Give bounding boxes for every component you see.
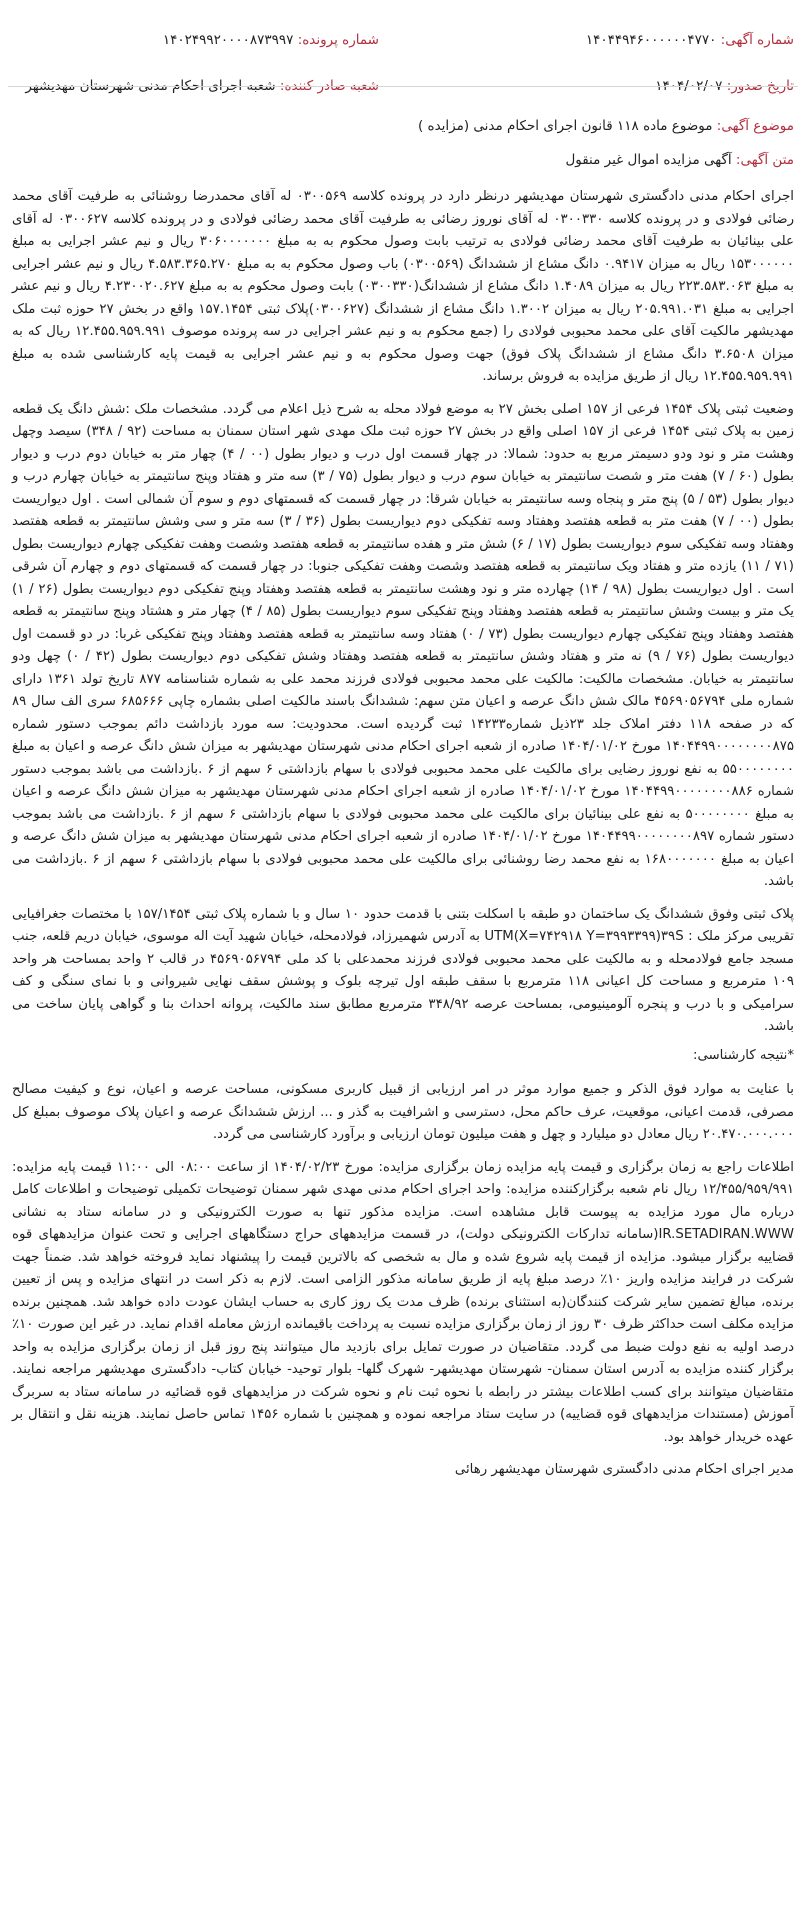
- case-number-value: ۱۴۰۲۴۹۹۲۰۰۰۰۸۷۳۹۹۷: [162, 32, 294, 48]
- property-registration-paragraph: وضعیت ثبتی پلاک ۱۴۵۴ فرعی از ۱۵۷ اصلی بخش ۲۷ به موضع فولاد محله به شرح ذیل اعلام می گردد. مشخصات ملک :شش دانگ یک قطعه زمین به پلاک ثبتی ۱۴۵۴ فرعی از ۱۵۷ اصلی واقع در بخش ۲۷ حوزه ثبت ملک مهدی شهر استان سمنان به مساحت (۹۲ / ۳۴۸) سیصد وچهل وهشت متر و نود ودو دسیمتر مربع به حدود: شمالا: در چهار قسمت اول درب و دیوار بطول (۰۰ / ۴) چهار متر به خیابان دوم درب و دیوار بطول (۶۰ / ۷) هفت متر و شصت سانتیمتر به خیابان سوم درب و دیوار بطول (۷۵ / ۳) سه متر و هفتاد وپنج سانتیمتر به خیابان چهارم درب و دیوار بطول (۵۳ / ۵) پنج متر و پنجاه وسه سانتیمتر به خیابان شرقا: در چهار قسمت که قسمتهای دوم و سوم آن شمالی است . اول دیواریست بطول (۰۰ / ۷) هفت متر به قطعه هفتصد وهفتاد وسه تفکیکی دوم دیواریست بطول (۳۶ / ۳) سه متر و سی وشش سانتیمتر به قطعه هفتصد وهفتاد وسه تفکیکی سوم دیواریست بطول (۱۷ / ۶) شش متر و هفده سانتیمتر به قطعه هفتصد وشصت وهفت تفکیکی چهارم دیواریست بطول (۷۱ / ۱۱) یازده متر و هفتاد ویک سانتیمتر به قطعه هفتصد وشصت وهفت تفکیکی جنوبا: در چهار قسمت که قسمتهای دوم و چهارم آن شرقی است . اول دیواریست بطول (۹۸ / ۱۴) چهارده متر و نود وهشت سانتیمتر به قطعه هفتصد وهفتاد وپنج تفکیکی دوم دیواریست بطول (۲۶ / ۱) یک متر و بیست وشش سانتیمتر به قطعه هفتصد وهفتاد وپنج تفکیکی سوم دیواریست بطول (۸۵ / ۴) چهار متر و هشتاد وپنج سانتیمتر به قطعه هفتصد وهفتاد وپنج تفکیکی چهارم دیواریست بطول (۷۳ / ۰) هفتاد وسه سانتیمتر به قطعه هفتصد وهفتاد وپنج تفکیکی غربا: در دو قسمت اول دیواریست بطول (۷۶ / ۹) نه متر و هفتاد وشش سانتیمتر به قطعه هفتصد وهفتاد وشش تفکیکی دوم دیواریست بطول (۴۲ / ۰) چهل ودو سانتیمتر به خیابان. مشخصات مالکیت: مالکیت علی محمد محبوبی فولادی فرزند محمد علی به شماره شناسنامه ۸۷۷ تاریخ تولد ۱۳۶۱ دارای شماره ملی ۴۵۶۹۰۵۶۷۹۴ مالک شش دانگ عرصه و اعیان متن سهم: ششدانگ باسند مالکیت اصلی بشماره چاپی ۶۸۵۶۶۶ سری الف سال ۸۹ که در صفحه ۱۱۸ دفتر املاک جلد ۲۳ذیل شماره۱۴۲۳۳ ثبت گردیده است. محدودیت: سه مورد بازداشت دائم بموجب دستور شماره ۱۴۰۴۴۹۹۰۰۰۰۰۰۰۰۸۷۵ مورخ ۱۴۰۴/۰۱/۰۲ صادره از شعبه اجرای احکام مدنی شهرستان مهدیشهر به میزان شش دانگ عرصه و اعیان به مبلغ ۵۵۰۰۰۰۰۰۰۰ به نفع نوروز رضایی برای مالکیت علی محمد محبوبی فولادی با سهام بازداشتی ۶ سهم از ۶ .بازداشت می باشد بموجب دستور شماره ۱۴۰۴۴۹۹۰۰۰۰۰۰۰۰۸۸۶ مورخ ۱۴۰۴/۰۱/۰۲ صادره از شعبه اجرای احکام مدنی شهرستان مهدیشهر به میزان شش دانگ عرصه و اعیان به مبلغ ۵۰۰۰۰۰۰۰۰ به نفع علی بینائیان برای مالکیت علی محمد محبوبی فولادی با سهام بازداشتی ۶ سهم از ۶ .بازداشت می باشد بموجب دستور شماره ۱۴۰۴۴۹۹۰۰۰۰۰۰۰۰۸۹۷ مورخ ۱۴۰۴/۰۱/۰۲ صادره از شعبه اجرای احکام مدنی شهرستان مهدیشهر به میزان شش دانگ عرصه و اعیان به مبلغ ۱۶۸۰۰۰۰۰۰۰ به نفع محمد رضا روشنائی برای مالکیت علی محمد محبوبی فولادی با سهام بازداشتی ۶ سهم از ۶ .بازداشت می باشد.: [12, 401, 795, 889]
- expert-result-heading: *نتیجه کارشناسی:: [692, 1047, 794, 1063]
- signature-line: مدیر اجرای احکام مدنی دادگستری شهرستان مهدیشهر رهائی: [454, 1462, 794, 1477]
- issuing-branch-value: شعبه اجرای احکام مدنی شهرستان مهدیشهر: [25, 78, 276, 94]
- subject-label: موضوع آگهی:: [716, 118, 794, 134]
- notice-title: آگهی مزایده اموال غیر منقول: [565, 152, 732, 168]
- ad-number-label: شماره آگهی:: [720, 32, 794, 48]
- issue-date-label: تاریخ صدور:: [726, 78, 794, 94]
- issue-date-value: ۱۴۰۴/۰۲/۰۷: [655, 78, 723, 94]
- ad-text-label: متن آگهی:: [735, 152, 794, 168]
- auction-intro-paragraph: اجرای احکام مدنی دادگستری شهرستان مهدیشهر درنظر دارد در پرونده کلاسه ۰۳۰۰۵۶۹ له آقای محمدرضا روشنائی به طرفیت آقای محمد رضائی فولادی و در پرونده کلاسه ۰۳۰۰۳۳۰ له آقای نوروز رضائی به طرفیت آقای محمد رضائی فولادی و در پرونده کلاسه ۰۳۰۰۶۲۷ له آقای علی بینائیان به طرفیت آقای محمد رضائی فولادی به ترتیب بابت وصول محکوم به به مبلغ ۳۰۶۰۰۰۰۰۰۰ ریال و نیم عشر اجرایی به مبلغ ۱۵۳۰۰۰۰۰۰ ریال به میزان ۰.۹۴۱۷ دانگ مشاع از ششدانگ (۰۳۰۰۵۶۹) باب وصول محکوم به به مبلغ ۴.۵۸۳.۳۶۵.۲۷۰ ریال و نیم عشر اجرایی به مبلغ ۲۲۳.۵۸۳.۰۶۳ ریال به میزان ۱.۴۰۸۹ دانگ مشاع از ششدانگ(۰۳۰۰۳۳۰) بابت وصول محکوم به به مبلغ ۴.۲۳۰۰۲۰.۶۲۷ ریال و نیم عشر اجرایی به مبلغ ۲۰۵.۹۹۱.۰۳۱ ریال به میزان ۱.۳۰۰۲ دانگ مشاع از ششدانگ (۰۳۰۰۶۲۷)پلاک ثبتی ۱۵۷.۱۴۵۴ واقع در بخش ۲۷ حوزه ثبت ملک مهدیشهر مالکیت آقای علی محمد محبوبی فولادی را (جمع محکوم به و نیم عشر اجرایی در سه پرونده موصوف ۱۲.۴۵۵.۹۵۹.۹۹۱ ریال که به میزان ۳.۶۵۰۸ دانگ مشاع از ششدانگ پلاک فوق) جهت وصول محکوم به و نیم عشر اجرایی به قیمت پایه کارشناسی شده به مبلغ ۱۲.۴۵۵.۹۵۹.۹۹۱ ریال از طریق مزایده به فروش برساند.: [12, 189, 795, 384]
- subject-text: موضوع ماده ۱۱۸ قانون اجرای احکام مدنی (مزایده ): [417, 118, 713, 134]
- building-description-paragraph: پلاک ثبتی وفوق ششدانگ یک ساختمان دو طبقه با اسکلت بتنی با قدمت حدود ۱۰ سال و با شماره پلاک ثبتی ۱۵۷/۱۴۵۴ با مختصات جغرافیایی تقریبی مرکز ملک : UTM(X=۷۴۲۹۱۸ Y=۳۹۹۳۳۹۹)۳۹S به آدرس شهمیرزاد، فولادمحله، خیابان شهید آیت اله موسوی، خیابان دریم قلعه، جنب مسجد جامع فولادمحله و به مالکیت علی محمد محبوبی فولادی فرزند محمدعلی با کد ملی ۴۵۶۹۰۵۶۷۹۴ در قالب ۲ واحد بمساحت هر واحد ۱۰۹ مترمربع و مساحت کل اعیانی ۱۱۸ مترمربع با سقف طبقه اول تیرچه بلوک و پوشش سقف نهایی شیروانی و با نمای سنگی و کف سرامیکی و با درب و پنجره آلومینیومی، بمساحت عرصه ۳۴۸/۹۲ مترمربع مطابق سند مالکیت، پروانه احداث بنا و گواهی پایان ساخت می باشد.: [12, 906, 794, 1034]
- header-divider: [8, 86, 798, 87]
- notice-metadata: [14, 22, 794, 92]
- auction-details-paragraph: اطلاعات راجع به زمان برگزاری و قیمت پایه مزایده زمان برگزاری مزایده: مورخ ۱۴۰۴/۰۲/۲۳ از ساعت ۰۸:۰۰ الی ۱۱:۰۰ قیمت پایه مزایده: ۱۲/۴۵۵/۹۵۹/۹۹۱ ریال نام شعبه برگزارکننده مزایده: واحد اجرای احکام مدنی مهدی شهر سمنان توضیحات تکمیلی توضیحات و اطلاعات کامل درباره مال مورد مزایده به پیوست قابل مشاهده است. مزایده مذکور تنها به صورت الکترونیکی و در سامانه ستاد به نشانی IR.SETADIRAN.WWW(سامانه تدارکات الکترونیکی دولت)، در قسمت مزایدههای حراج دستگاههای اجرایی و تحت عنوان مزایدههای قوه قضاییه برگزار میشود. مزایده از قیمت پایه شروع شده و مال به شخصی که بالاترین قیمت را پیشنهاد نماید فروخته خواهد شد. ضمناً جهت شرکت در فرایند مزایده واریز ۱۰٪ درصد مبلغ پایه از طریق سامانه مذکور الزامی است. لازم به ذکر است در انتهای مزایده و پس از تعیین برنده، مبالغ تضمین سایر شرکت کنندگان(به استثنای برنده) ظرف مدت یک روز کاری به حساب ایشان عودت داده خواهد شد. همچنین برنده مزایده مکلف است حداکثر ظرف ۳۰ روز از زمان برگزاری مزایده نسبت به پرداخت باقیمانده ارزش معامله اقدام نماید. در غیر این صورت ۱۰٪ درصد اولیه به نفع دولت ضبط می گردد. متقاضیان در صورت تمایل برای بازدید مال میتوانند پنج روز قبل از زمان برگزاری مزایده به واحد برگزار کننده مزایده به آدرس استان سمنان- شهرستان مهدیشهر- شهرک گلها- بلوار توحید- خیابان کتاب- دادگستری مهدیشهر مراجعه نمایند. متقاضیان میتوانند برای کسب اطلاعات بیشتر در رابطه با نحوه ثبت نام و نحوه شرکت در مزایدههای قوه قضائیه در سامانه ستاد به سربرگ آموزش (مستندات مزایدههای قوه قضاییه) در سایت ستاد مراجعه نموده و همچنین با شماره ۱۴۵۶ تماس حاصل نمایند. هزینه نقل و انتقال بر عهده خریدار خواهد بود.: [12, 1159, 794, 1445]
- case-number-label: شماره پرونده:: [297, 32, 379, 48]
- notice-subject: [14, 118, 794, 134]
- notice-body: [12, 186, 794, 1482]
- expert-result-paragraph: با عنایت به موارد فوق الذکر و جمیع موارد موثر در امر ارزیابی از قبیل کاربری مسکونی، مساحت عرصه و اعیان، نوع و کیفیت مصالح مصرفی، قدمت اعیانی، موقعیت، عرف حاکم محل، دسترسی و اشرافیت به گذر و ... ارزش ششدانگ عرصه و اعیان پلاک موصوف بمبلغ کل ۲۰.۴۷۰.۰۰۰.۰۰۰ ریال معادل دو میلیارد و چهل و هفت میلیون تومان ارزیابی و برآورد کارشناسی می گردد.: [12, 1082, 794, 1142]
- notice-heading: [14, 152, 794, 168]
- ad-number-value: ۱۴۰۴۴۹۴۶۰۰۰۰۰۰۴۷۷۰: [585, 32, 717, 48]
- ad-number: [586, 32, 794, 48]
- case-number: [163, 32, 379, 48]
- issuing-branch-label: شعبه صادر کننده:: [279, 78, 379, 94]
